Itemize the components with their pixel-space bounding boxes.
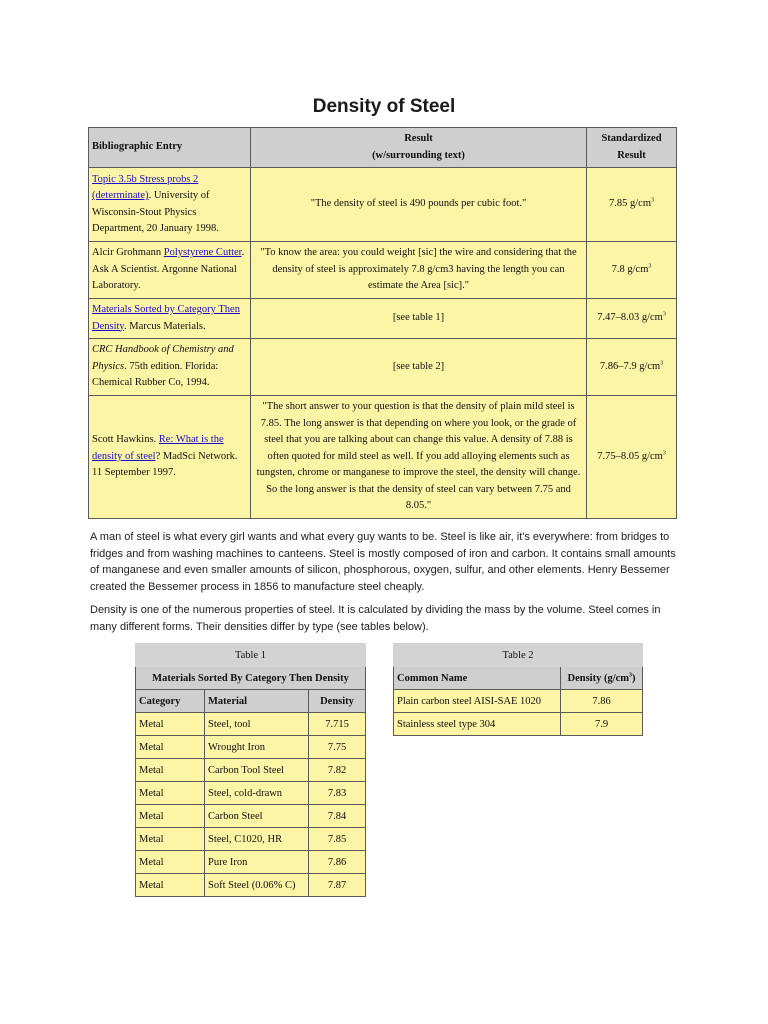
density-cell: 7.87 [309,874,366,897]
table-1 [135,643,366,897]
column-header-common-name: Common Name [394,667,561,690]
bibliographic-cell: CRC Handbook of Chemistry and Physics. 75th edition. Florida: Chemical Rubber Co, 1994. [89,339,251,396]
density-cell: 7.85 [309,828,366,851]
density-cell: 7.75 [309,736,366,759]
header-result: Result (w/surrounding text) [251,128,587,168]
table-row [89,339,677,396]
density-cell: 7.86 [561,690,643,713]
table-1-caption: Table 1 [136,644,366,667]
density-cell: 7.84 [309,805,366,828]
source-link[interactable]: Materials Sorted by Category Then Density [92,304,240,332]
result-cell: "The short answer to your question is that the density of plain mild steel is 7.85. The long answer is that depending on where you look, or the grade of steel that you are talking about can change this value. A density of 7.88 is often quoted for mild steel as well. If you add alloying elements such as tungsten, chrome or manganese to improve the steel, the density will change. So the long answer is that the density of steel can vary between 7.75 and 8.05." [251,396,587,519]
result-cell: [see table 2] [251,339,587,396]
standardized-cell: 7.8 $g/cm^3$ [587,242,677,299]
material-cell: Carbon Steel [205,805,309,828]
bibliographic-cell: Scott Hawkins. Re: What is the density of steel? MadSci Network. 11 September 1997. [89,396,251,519]
table-row [89,242,677,299]
standardized-cell: 7.75–8.05 $g/cm^3$ [587,396,677,519]
table-2 [393,643,643,736]
category-cell: Metal [136,874,205,897]
category-cell: Metal [136,759,205,782]
table-row [136,828,366,851]
category-cell: Metal [136,828,205,851]
table-row [89,396,677,519]
table-row [136,713,366,736]
source-link[interactable]: Re: What is the density of steel [92,434,224,462]
table-row [136,874,366,897]
column-header-material: Material [205,690,309,713]
column-header-category: Category [136,690,205,713]
table-1-title: Materials Sorted By Category Then Density [136,667,366,690]
bibliographic-cell: Topic 3.5b Stress probs 2 (determinate). University of Wisconsin-Stout Physics Department, 20 January 1998. [89,168,251,242]
category-cell: Metal [136,713,205,736]
density-paragraph: Density is one of the numerous properties of steel. It is calculated by dividing the mass by the volume. Steel comes in many different forms. Their densities differ by type (see tables below). [90,604,661,633]
density-cell: 7.86 [309,851,366,874]
material-cell: Steel, tool [205,713,309,736]
table-row [136,851,366,874]
category-cell: Metal [136,805,205,828]
column-header-density: Density $(g/cm^3)$ [561,667,643,690]
material-cell: Carbon Tool Steel [205,759,309,782]
header-bibliographic: Bibliographic Entry [89,128,251,168]
category-cell: Metal [136,736,205,759]
material-cell: Steel, cold-drawn [205,782,309,805]
common-name-cell: Plain carbon steel AISI-SAE 1020 [394,690,561,713]
table-row [394,690,643,713]
table-row [136,805,366,828]
density-cell: 7.83 [309,782,366,805]
category-cell: Metal [136,851,205,874]
result-cell: "To know the area: you could weight [sic] the wire and considering that the density of steel is approximately 7.8 g/cm3 having the length you can estimate the Area [sic]." [251,242,587,299]
table-row [89,168,677,242]
material-cell: Soft Steel (0.06% C) [205,874,309,897]
table-2-caption: Table 2 [394,644,643,667]
standardized-cell: 7.47–8.03 $g/cm^3$ [587,299,677,339]
standardized-cell: 7.86–7.9 $g/cm^3$ [587,339,677,396]
table-row [394,713,643,736]
source-link[interactable]: Polystyrene Cutter [163,247,242,259]
material-cell: Pure Iron [205,851,309,874]
intro-paragraph: A man of steel is what every girl wants and what every guy wants to be. Steel is like air, it's everywhere: from bridges to fridges and from washing machines to canteens. Steel is mostly composed of iron and carbon. It contains small amounts of manganese and even smaller amounts of silicon, phosphorous, oxygen, sulfur, and other elements. Henry Bessemer created the Bessemer process in 1856 to manufacture steel cheaply. [90,531,676,593]
table-row [136,736,366,759]
column-header-density: Density [309,690,366,713]
result-cell: [see table 1] [251,299,587,339]
table-row [136,782,366,805]
table-row [89,299,677,339]
density-cell: 7.82 [309,759,366,782]
bibliographic-cell: Alcir Grohmann Polystyrene Cutter. Ask A Scientist. Argonne National Laboratory. [89,242,251,299]
density-sources-table [88,127,677,519]
density-cell: 7.715 [309,713,366,736]
standardized-cell: 7.85 $g/cm^3$ [587,168,677,242]
common-name-cell: Stainless steel type 304 [394,713,561,736]
source-link[interactable]: Topic 3.5b Stress probs 2 (determinate) [92,173,199,201]
header-standardized: Standardized Result [587,128,677,168]
density-cell: 7.9 [561,713,643,736]
page-title: Density of Steel [312,96,456,117]
material-cell: Steel, C1020, HR [205,828,309,851]
table-row [136,759,366,782]
category-cell: Metal [136,782,205,805]
result-cell: "The density of steel is 490 pounds per cubic foot." [251,168,587,242]
bibliographic-cell: Materials Sorted by Category Then Density. Marcus Materials. [89,299,251,339]
material-cell: Wrought Iron [205,736,309,759]
